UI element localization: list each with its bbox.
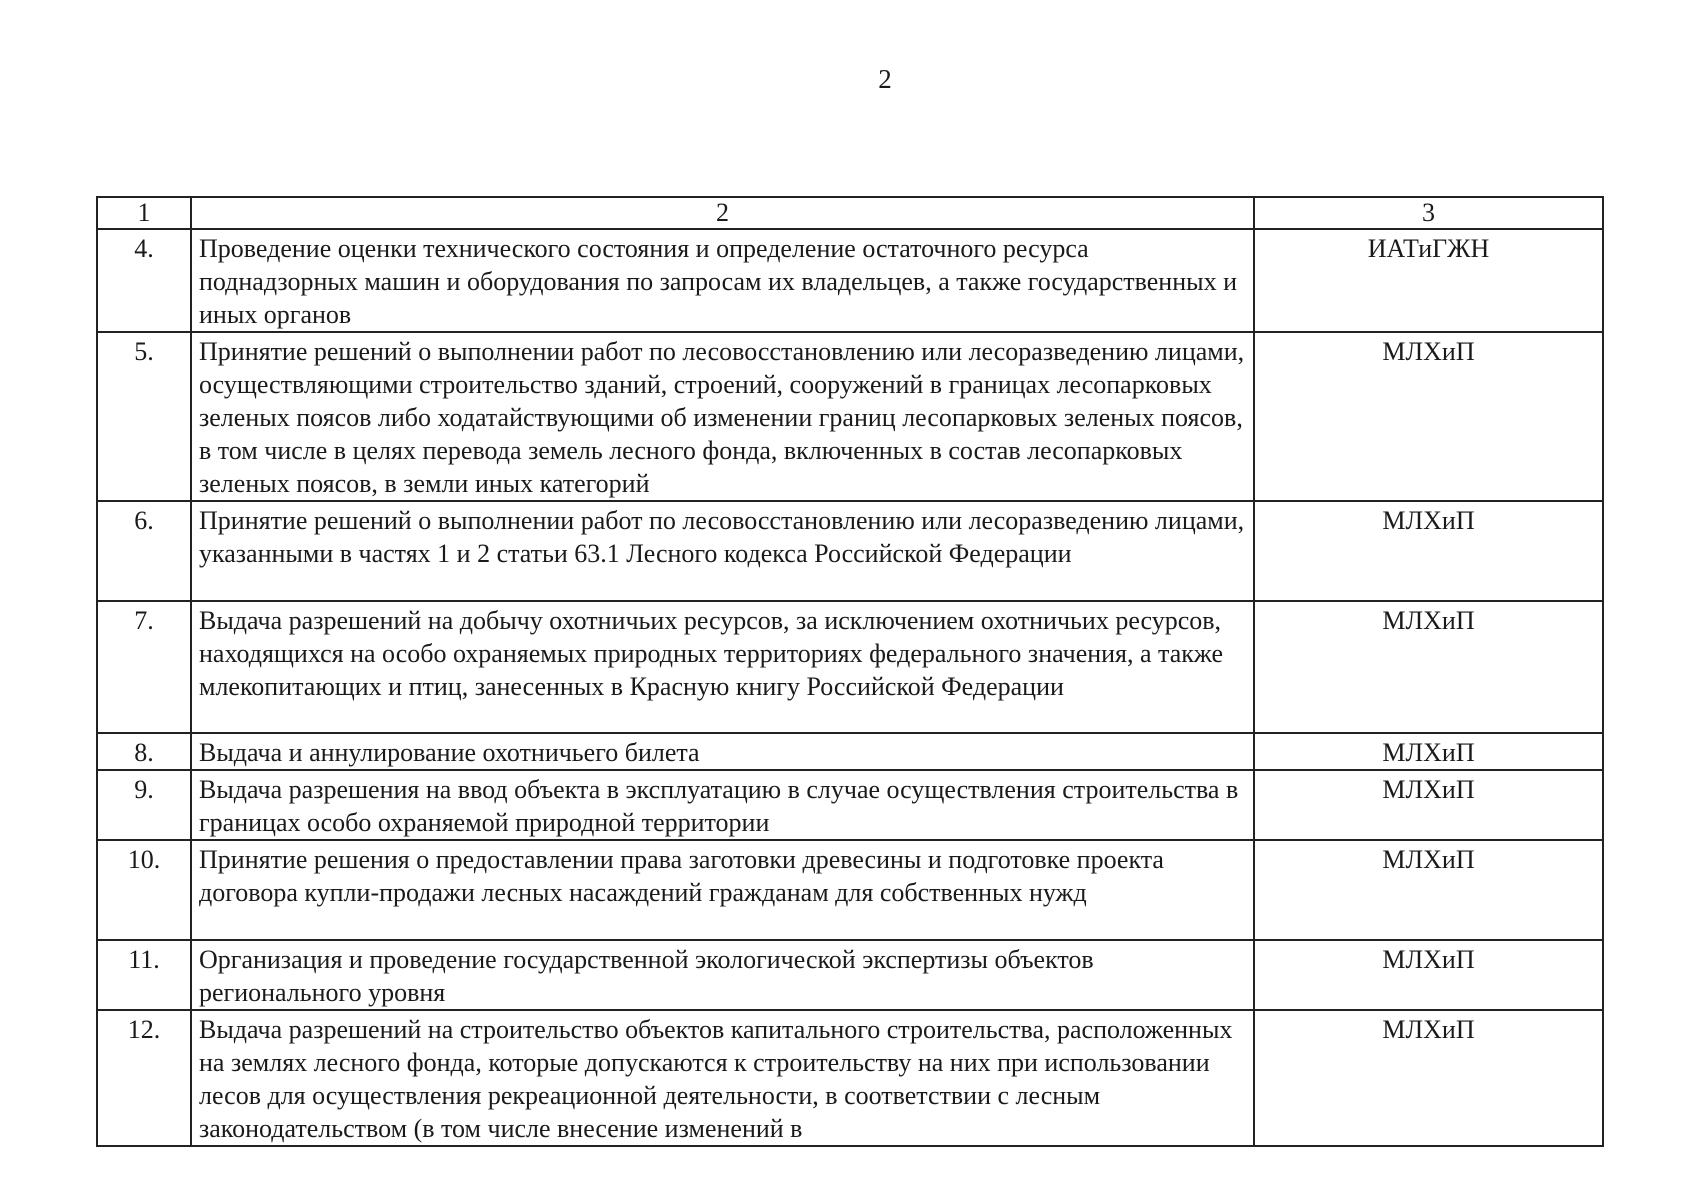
row-service-text: Выдача разрешений на строительство объектов капитального строительства, расположенных на землях лесного фонда, которые допускаются к строительству на них при использовании лесов для осуществления рекреационной деятельности, в соответствии с лесным законодательством (в том числе внесение изменений в: [191, 1010, 1254, 1146]
row-authority: МЛХиП: [1254, 601, 1603, 733]
row-service-text: Выдача разрешений на добычу охотничьих ресурсов, за исключением охотничьих ресурсов, находящихся на особо охраняемых природных территориях федерального значения, а также млекопитающих и птиц, занесенных в Красную книгу Российской Федерации: [191, 601, 1254, 733]
table-row: [97, 733, 1603, 770]
row-authority: МЛХиП: [1254, 770, 1603, 840]
header-cell-number: 1: [97, 197, 191, 229]
table-row: [97, 840, 1603, 940]
row-number: 4.: [97, 229, 191, 332]
table-row: [97, 1010, 1603, 1146]
table-row: [97, 940, 1603, 1010]
row-service-text: Принятие решений о выполнении работ по лесовосстановлению или лесоразведению лицами, осуществляющими строительство зданий, строений, сооружений в границах лесопарковых зеленых поясов либо ходатайствующими об изменении границ лесопарковых зеленых поясов, в том числе в целях перевода земель лесного фонда, включенных в состав лесопарковых зеленых поясов, в земли иных категорий: [191, 332, 1254, 501]
row-authority: МЛХиП: [1254, 1010, 1603, 1146]
table-row: [97, 601, 1603, 733]
row-number: 11.: [97, 940, 191, 1010]
table-row: [97, 501, 1603, 601]
row-authority: МЛХиП: [1254, 840, 1603, 940]
row-authority: МЛХиП: [1254, 940, 1603, 1010]
row-number: 5.: [97, 332, 191, 501]
row-service-text: Организация и проведение государственной экологической экспертизы объектов регионального уровня: [191, 940, 1254, 1010]
row-number: 10.: [97, 840, 191, 940]
row-authority: МЛХиП: [1254, 501, 1603, 601]
row-number: 12.: [97, 1010, 191, 1146]
row-service-text: Принятие решений о выполнении работ по лесовосстановлению или лесоразведению лицами, указанными в частях 1 и 2 статьи 63.1 Лесного кодекса Российской Федерации: [191, 501, 1254, 601]
page-number: 2: [878, 64, 892, 94]
header-cell-authority: 3: [1254, 197, 1603, 229]
row-service-text: Принятие решения о предоставлении права заготовки древесины и подготовке проекта договора купли-продажи лесных насаждений гражданам для собственных нужд: [191, 840, 1254, 940]
table-row: [97, 332, 1603, 501]
row-number: 7.: [97, 601, 191, 733]
table-header-row: [97, 197, 1603, 229]
table-row: [97, 229, 1603, 332]
row-number: 9.: [97, 770, 191, 840]
row-authority: ИАТиГЖН: [1254, 229, 1603, 332]
row-number: 6.: [97, 501, 191, 601]
row-authority: МЛХиП: [1254, 332, 1603, 501]
row-service-text: Выдача и аннулирование охотничьего билета: [191, 733, 1254, 770]
row-service-text: Выдача разрешения на ввод объекта в эксплуатацию в случае осуществления строительства в границах особо охраняемой природной территории: [191, 770, 1254, 840]
header-cell-service: 2: [191, 197, 1254, 229]
row-service-text: Проведение оценки технического состояния и определение остаточного ресурса поднадзорных машин и оборудования по запросам их владельцев, а также государственных и иных органов: [191, 229, 1254, 332]
row-number: 8.: [97, 733, 191, 770]
services-table: [96, 196, 1604, 1147]
table-row: [97, 770, 1603, 840]
row-authority: МЛХиП: [1254, 733, 1603, 770]
